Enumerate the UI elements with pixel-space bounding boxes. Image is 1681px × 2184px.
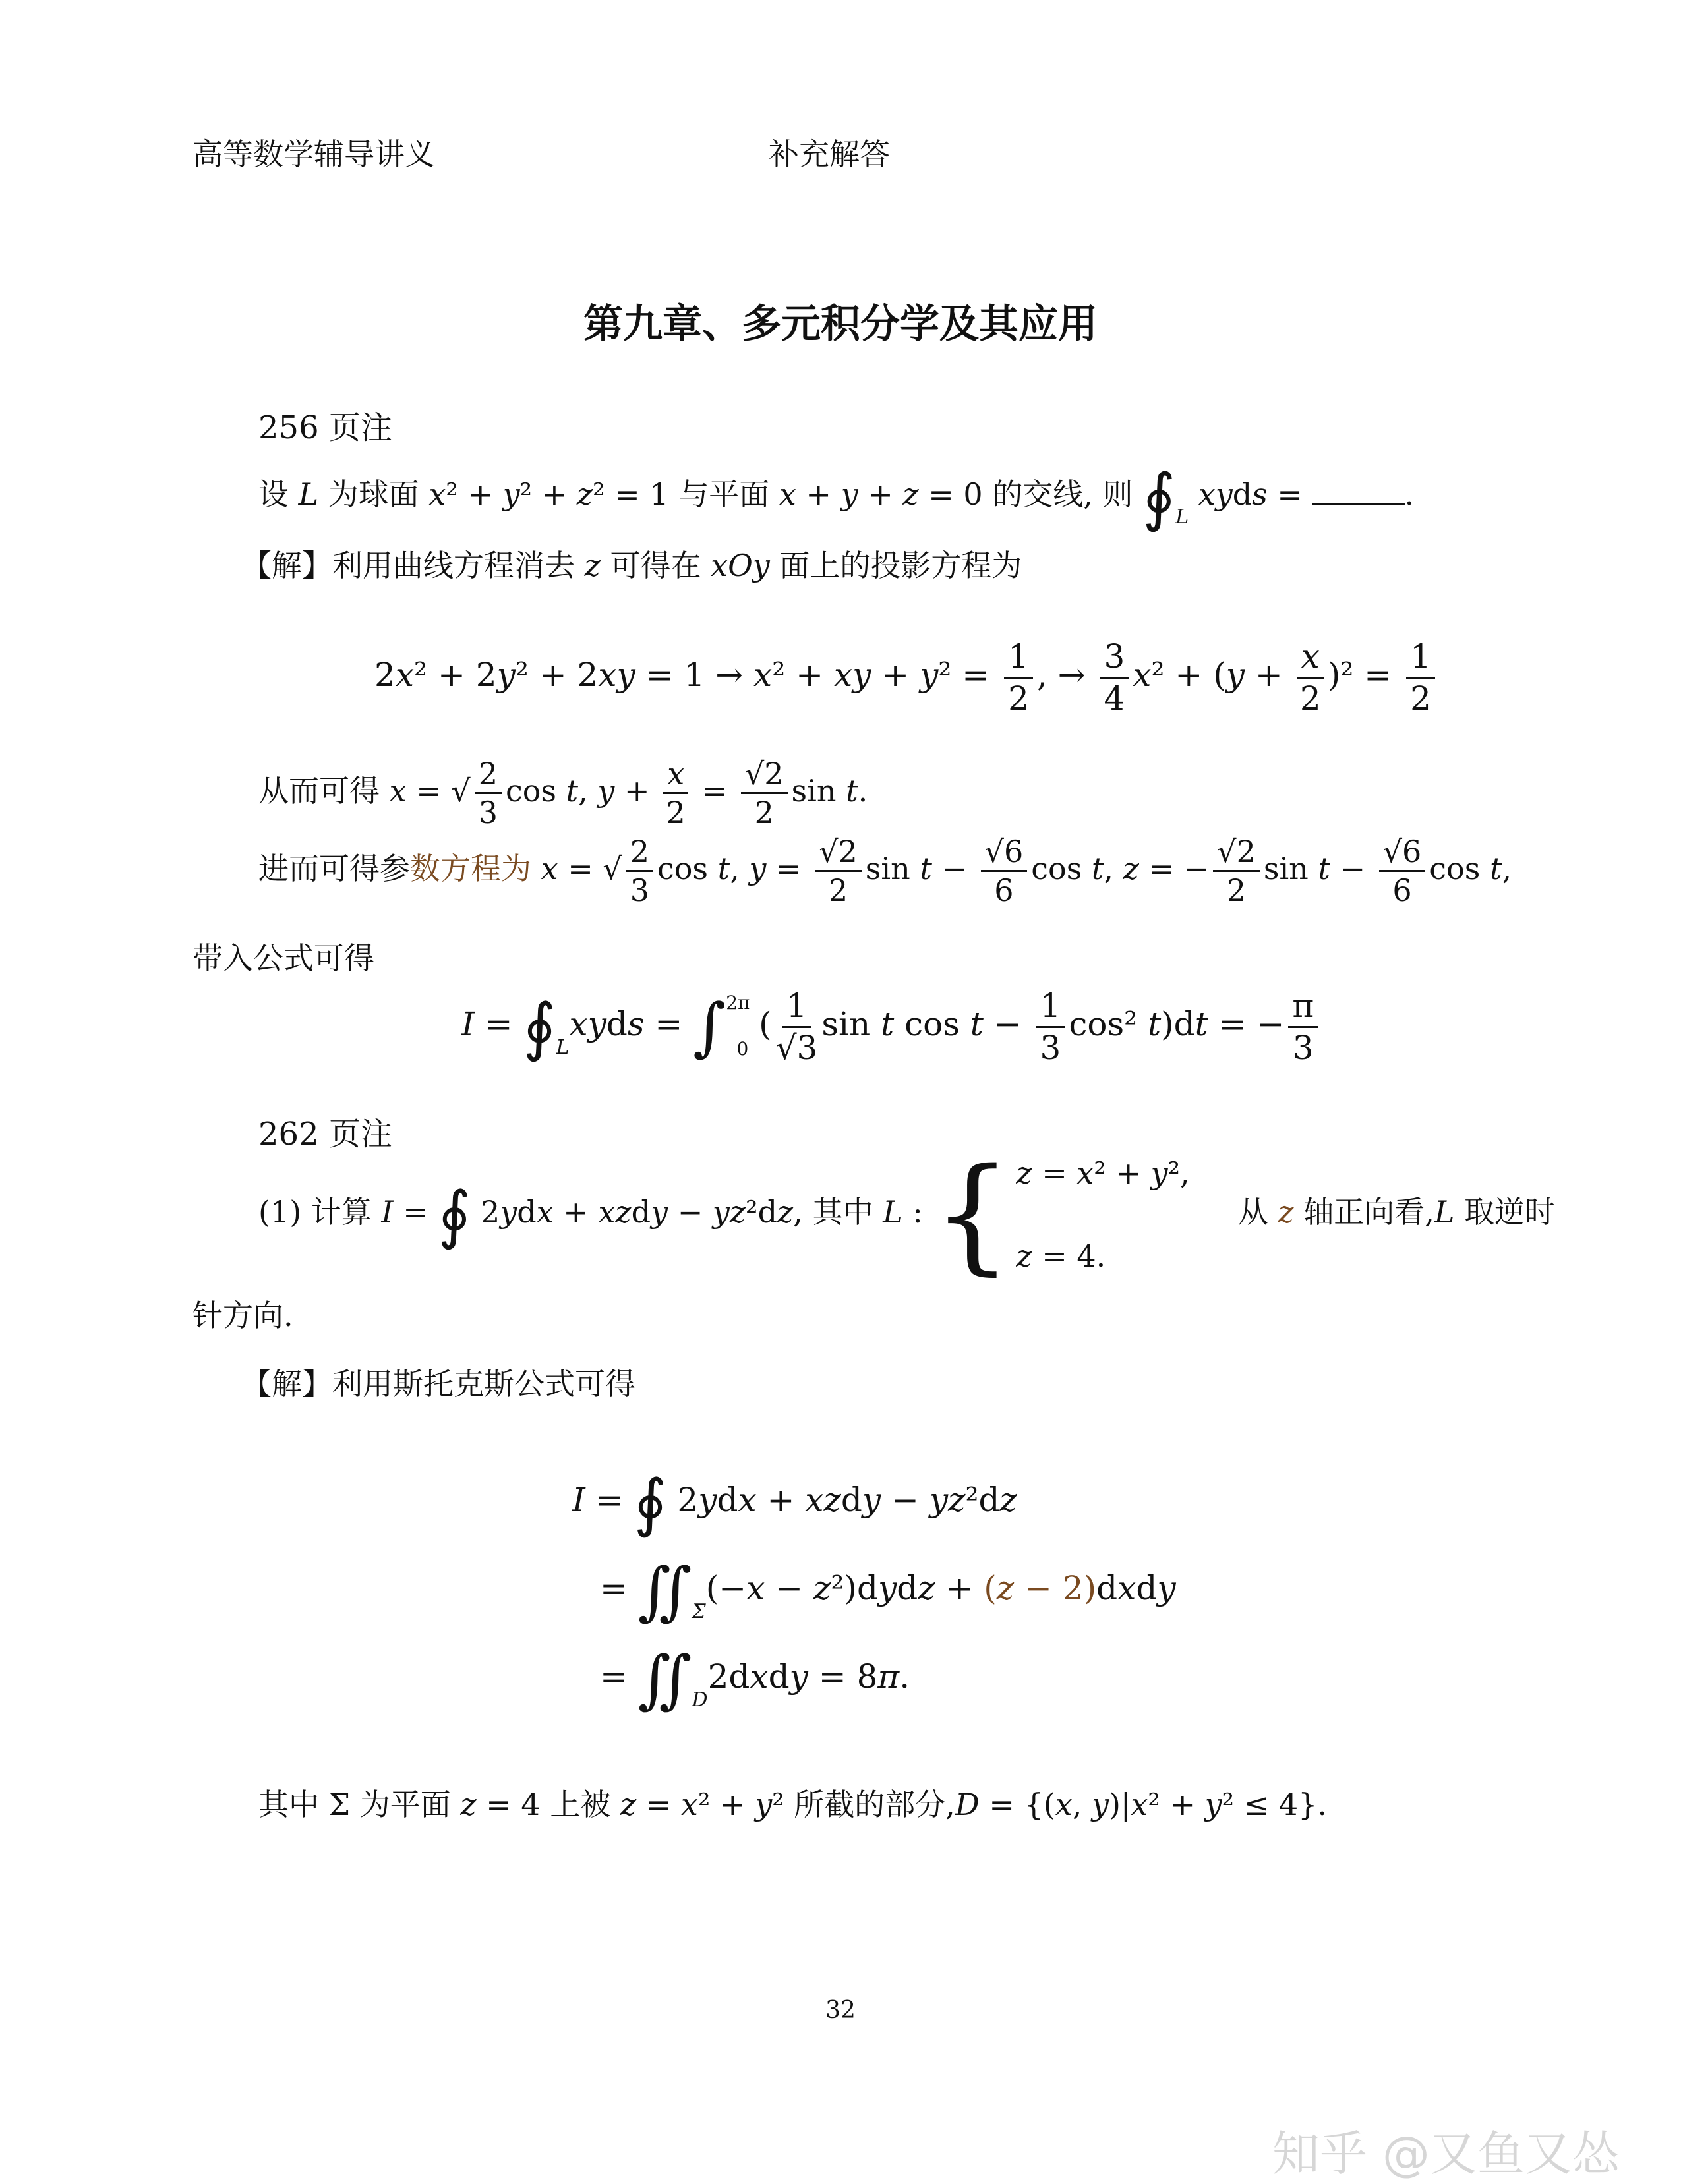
header-left: 高等数学辅导讲义 xyxy=(192,136,435,172)
note-256-solution-intro: 【解】利用曲线方程消去 z 可得在 xOy 面上的投影方程为 xyxy=(241,548,1022,583)
note-262-equation-line-2: = $∬_\Sigma(-x$ − z²)dydz + (z − 2)dxdy xyxy=(600,1554,1176,1628)
page-number: 32 xyxy=(825,1997,856,2024)
note-256-heading: 256 页注 xyxy=(258,409,392,446)
header-center: 补充解答 xyxy=(769,136,890,172)
note-256-problem: 设 L 为球面 x² + y² + z² = 1 与平面 x + y + z = 0 的交线, 则 $∮_L$ xyds = . xyxy=(258,460,1415,534)
note-262-problem: (1) 计算 I = ∮ 2ydx + xzdy − yz²dz, 其中 L : { z = x² + y², z = 4. 从 z 轴正向看,L 取逆时 xyxy=(258,1141,1556,1287)
note-256-line-2: 从而可得 x = √ $\frac{2}{3}$ cos t, y + $\frac{x}{2}$ = $\frac{√2}{2}$ sin t. xyxy=(258,756,868,831)
note-256-equation-2: $I = ∮_Lxyds = \int^{2\pi}_0$ ( $\frac{1}{√3}$ sin t cos t − $\frac{1}{3}$ cos² t)dt = − $\frac{\pi}{3}$ xyxy=(461,989,1322,1065)
note-262-conclusion: 其中 Σ 为平面 z = 4 上被 z = x² + y² 所截的部分,D = {(x, y)|x² + y² ≤ 4}. xyxy=(258,1787,1327,1822)
watermark: 知乎 @又鱼又怂 xyxy=(1272,2126,1620,2181)
note-262-equation-line-1: I = ∮ 2ydx + xzdy − yz²dz xyxy=(572,1466,1017,1539)
note-262-equation-line-3: = $∬_D2dxdy = 8\pi$. xyxy=(600,1642,910,1716)
chapter-title: 第九章、多元积分学及其应用 xyxy=(583,301,1098,347)
note-256-line-3: 进而可得参数方程为 x = √ $\frac{2}{3}$ cos t, y = $\frac{√2}{2}$ sin t − $\frac{√6}{6}$ cos t, z = − $\frac{√2}{2}$ sin t − $\frac{√6}{6}$ cos t, xyxy=(258,834,1512,909)
note-262-problem-cont: 针方向. xyxy=(192,1298,293,1333)
note-262-heading: 262 页注 xyxy=(258,1116,392,1153)
note-256-line-4: 带入公式可得 xyxy=(192,940,374,976)
note-262-solution-intro: 【解】利用斯托克斯公式可得 xyxy=(241,1366,635,1402)
note-256-equation-1: 2x² + 2y² + 2xy = 1 → x² + xy + y² = $\frac{1}{2}$ , → $\frac{3}{4}$ x² + (y + $\frac{x}{2}$ )² = $\frac{1}{2}$ xyxy=(374,639,1439,716)
